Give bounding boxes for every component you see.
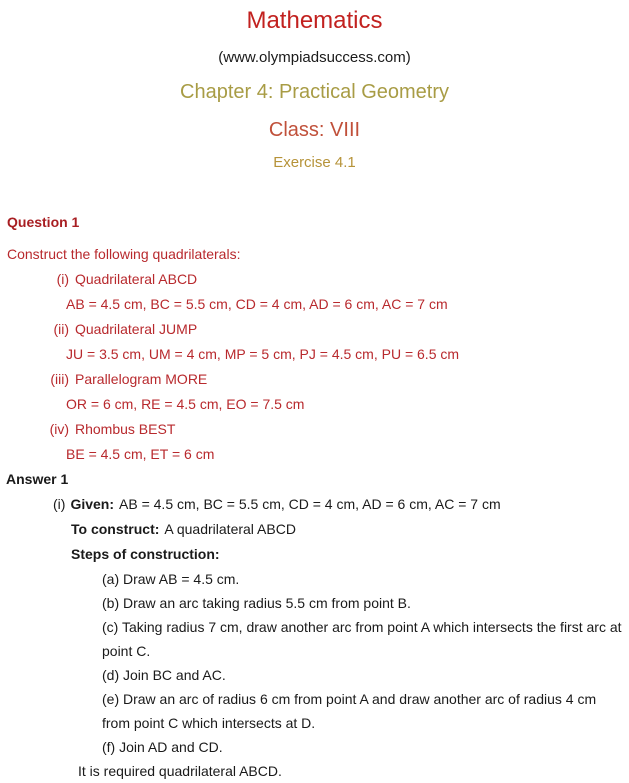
answer-marker: (i) — [53, 496, 66, 512]
question-item-title — [0, 317, 629, 342]
item-marker: (i) — [56, 271, 69, 287]
answer-construct-line — [0, 517, 629, 542]
step-line: (f) Join AD and CD. — [102, 739, 223, 755]
website-text: (www.olympiadsuccess.com) — [218, 49, 411, 66]
item-measurements: OR = 6 cm, RE = 4.5 cm, EO = 7.5 cm — [66, 396, 305, 412]
question-heading: Question 1 — [7, 214, 80, 230]
item-marker: (iv) — [49, 421, 69, 437]
construction-steps — [0, 567, 624, 759]
given-text: AB = 4.5 cm, BC = 5.5 cm, CD = 4 cm, AD = 6 cm, AC = 7 cm — [119, 496, 501, 512]
class-title: Class: VIII — [268, 119, 361, 141]
answer-heading: Answer 1 — [6, 471, 69, 487]
step-line: (a) Draw AB = 4.5 cm. — [102, 571, 240, 587]
item-measurements: JU = 3.5 cm, UM = 4 cm, MP = 5 cm, PJ = 4.5 cm, PU = 6.5 cm — [66, 346, 460, 362]
answer-given-line — [0, 492, 629, 517]
question-section — [0, 210, 629, 467]
given-label: Given: — [70, 496, 115, 512]
question-item-title — [0, 267, 629, 292]
step-line: (d) Join BC and AC. — [102, 667, 226, 683]
item-name: Quadrilateral ABCD — [75, 271, 198, 287]
construct-label: To construct: — [71, 521, 160, 537]
steps-heading — [0, 542, 629, 567]
question-item-title — [0, 367, 629, 392]
item-marker: (ii) — [53, 321, 69, 337]
exercise-title: Exercise 4.1 — [273, 154, 356, 171]
question-item — [0, 417, 629, 467]
document-header — [0, 7, 629, 171]
construct-text: A quadrilateral ABCD — [164, 521, 296, 537]
item-measurements: AB = 4.5 cm, BC = 5.5 cm, CD = 4 cm, AD = 6 cm, AC = 7 cm — [66, 296, 448, 312]
answer-section — [0, 467, 629, 783]
item-marker: (iii) — [50, 371, 69, 387]
steps-label: Steps of construction: — [71, 546, 220, 562]
question-item-title — [0, 417, 629, 442]
step-line: (e) Draw an arc of radius 6 cm from point A and draw another arc of radius 4 cm from point C which intersects at D. — [102, 691, 597, 731]
page-title: Mathematics — [246, 7, 383, 34]
item-name: Quadrilateral JUMP — [75, 321, 198, 337]
item-name: Rhombus BEST — [75, 421, 176, 437]
step-line: (b) Draw an arc taking radius 5.5 cm from point B. — [102, 595, 411, 611]
question-item — [0, 267, 629, 317]
question-item — [0, 317, 629, 367]
question-intro: Construct the following quadrilaterals: — [7, 246, 241, 262]
chapter-title: Chapter 4: Practical Geometry — [180, 81, 449, 103]
item-name: Parallelogram MORE — [75, 371, 208, 387]
answer-conclusion: It is required quadrilateral ABCD. — [78, 763, 282, 779]
question-item — [0, 367, 629, 417]
item-measurements: BE = 4.5 cm, ET = 6 cm — [66, 446, 215, 462]
step-line: (c) Taking radius 7 cm, draw another arc from point A which intersects the first arc at point C. — [102, 619, 622, 659]
